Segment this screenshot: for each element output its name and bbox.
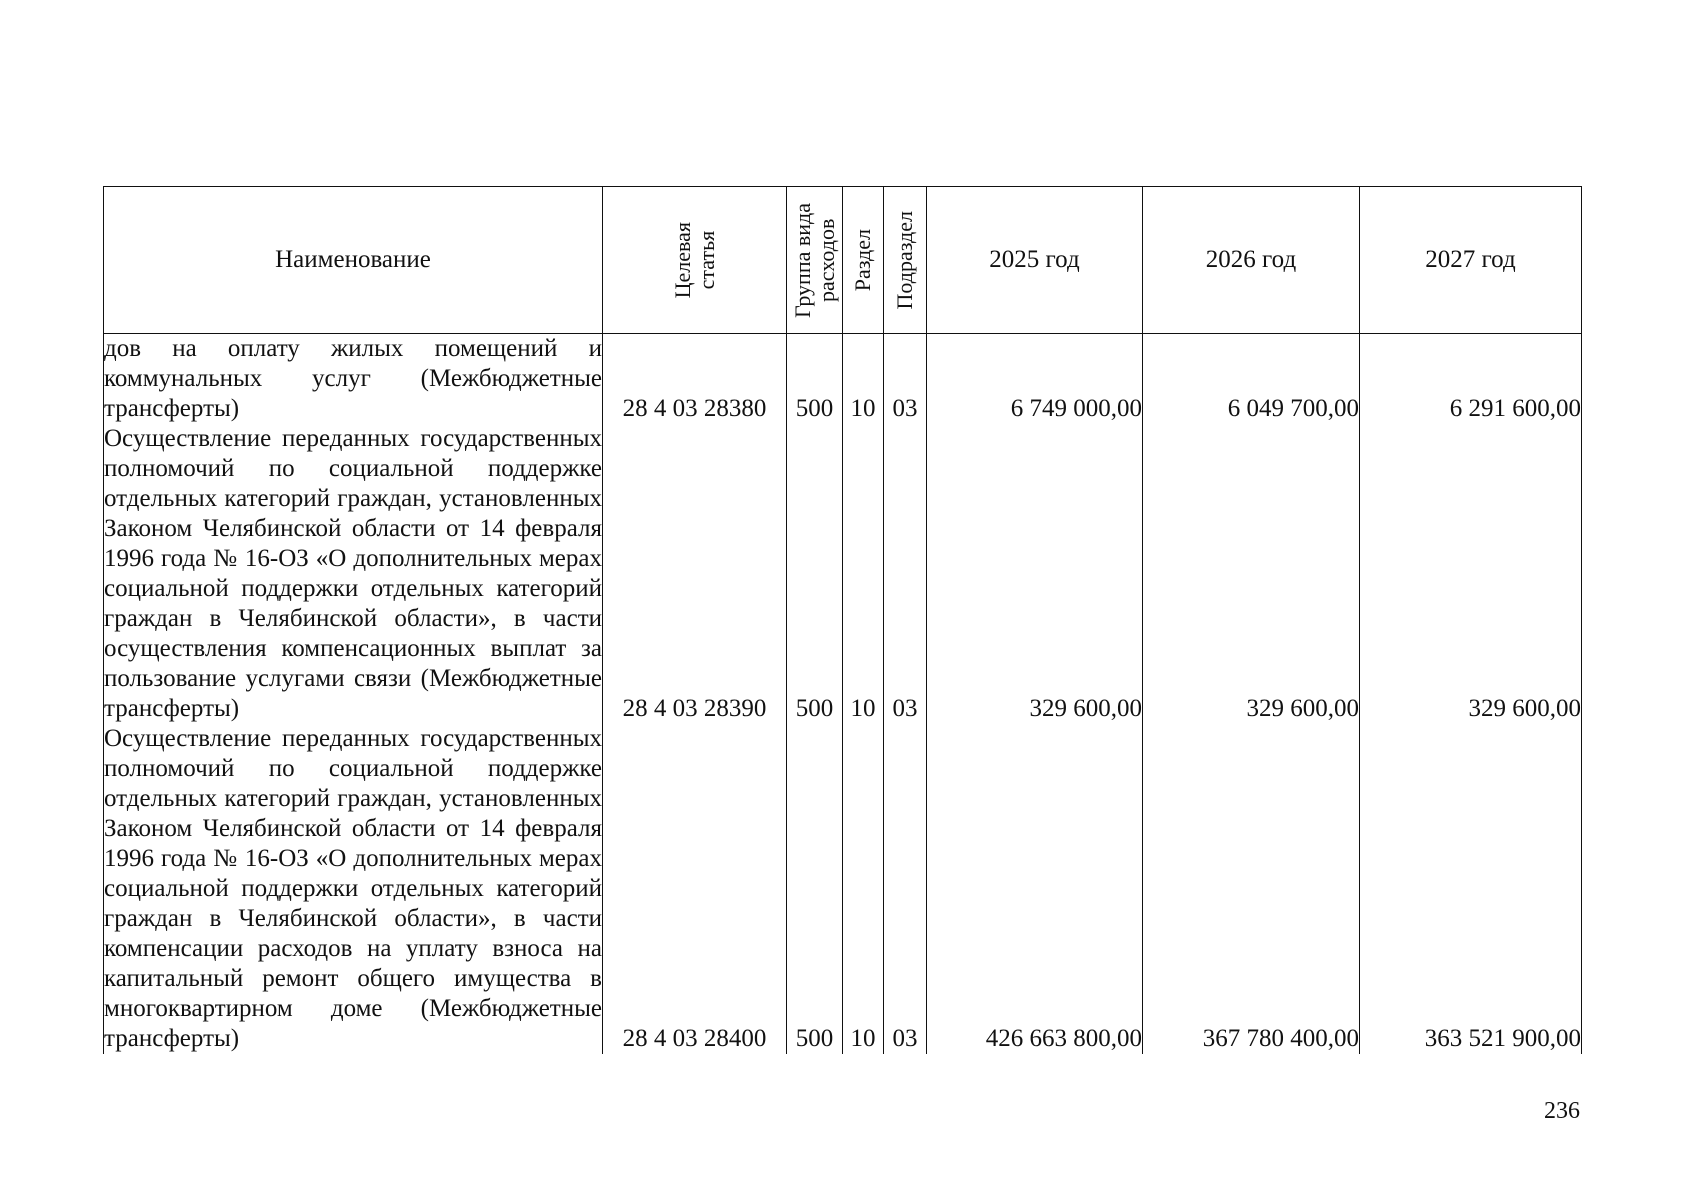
header-target-article-line1: Целевая xyxy=(669,221,695,299)
row-target-article: 28 4 03 28400 xyxy=(603,724,787,1054)
row-subsection: 03 xyxy=(884,334,927,425)
row-amount-2027: 6 291 600,00 xyxy=(1360,334,1582,425)
table-row xyxy=(104,424,1582,724)
row-amount-2026: 6 049 700,00 xyxy=(1143,334,1360,425)
row-expense-group: 500 xyxy=(787,424,843,724)
header-expense-group xyxy=(787,187,843,334)
row-target-article: 28 4 03 28390 xyxy=(603,424,787,724)
row-section: 10 xyxy=(843,424,884,724)
row-section: 10 xyxy=(843,724,884,1054)
header-year-2027: 2027 год xyxy=(1360,187,1582,334)
budget-table xyxy=(103,186,1582,1054)
header-target-article xyxy=(603,187,787,334)
header-year-2026: 2026 год xyxy=(1143,187,1360,334)
row-amount-2025: 6 749 000,00 xyxy=(927,334,1143,425)
header-subsection: Подраздел xyxy=(884,187,927,334)
row-subsection: 03 xyxy=(884,424,927,724)
row-amount-2025: 426 663 800,00 xyxy=(927,724,1143,1054)
row-name: Осуществление переданных государственных полномочий по социальной поддержке отдельных категорий граждан, установленных Законом Челябинской области от 14 февраля 1996 года № 16-ОЗ «О дополнительных мерах социальной поддержки отдельных категорий граждан в Челябинской области», в части компенсации расходов на уплату взноса на капитальный ремонт общего имущества в многоквартирном доме (Межбюджетные трансферты) xyxy=(104,725,602,1052)
row-name: Осуществление переданных государственных полномочий по социальной поддержке отдельных категорий граждан, установленных Законом Челябинской области от 14 февраля 1996 года № 16-ОЗ «О дополнительных мерах социальной поддержки отдельных категорий граждан в Челябинской области», в части осуществления компенсационных выплат за пользование услугами связи (Межбюджетные трансферты) xyxy=(104,425,602,722)
header-target-article-line2: статья xyxy=(693,230,719,290)
header-name: Наименование xyxy=(104,187,603,334)
table-row xyxy=(104,334,1582,425)
page-number: 236 xyxy=(1544,1098,1580,1124)
row-name: дов на оплату жилых помещений и коммунальных услуг (Межбюджетные трансферты) xyxy=(104,335,602,422)
table-header-row xyxy=(104,187,1582,334)
row-amount-2025: 329 600,00 xyxy=(927,424,1143,724)
row-expense-group: 500 xyxy=(787,724,843,1054)
header-year-2025: 2025 год xyxy=(927,187,1143,334)
row-amount-2026: 329 600,00 xyxy=(1143,424,1360,724)
table-row xyxy=(104,724,1582,1054)
row-section: 10 xyxy=(843,334,884,425)
row-amount-2027: 329 600,00 xyxy=(1360,424,1582,724)
header-expense-group-line1: Группа вида xyxy=(789,202,815,318)
header-section: Раздел xyxy=(843,187,884,334)
header-expense-group-line2: расходов xyxy=(813,218,839,302)
row-amount-2027: 363 521 900,00 xyxy=(1360,724,1582,1054)
row-subsection: 03 xyxy=(884,724,927,1054)
row-expense-group: 500 xyxy=(787,334,843,425)
row-target-article: 28 4 03 28380 xyxy=(603,334,787,425)
row-amount-2026: 367 780 400,00 xyxy=(1143,724,1360,1054)
